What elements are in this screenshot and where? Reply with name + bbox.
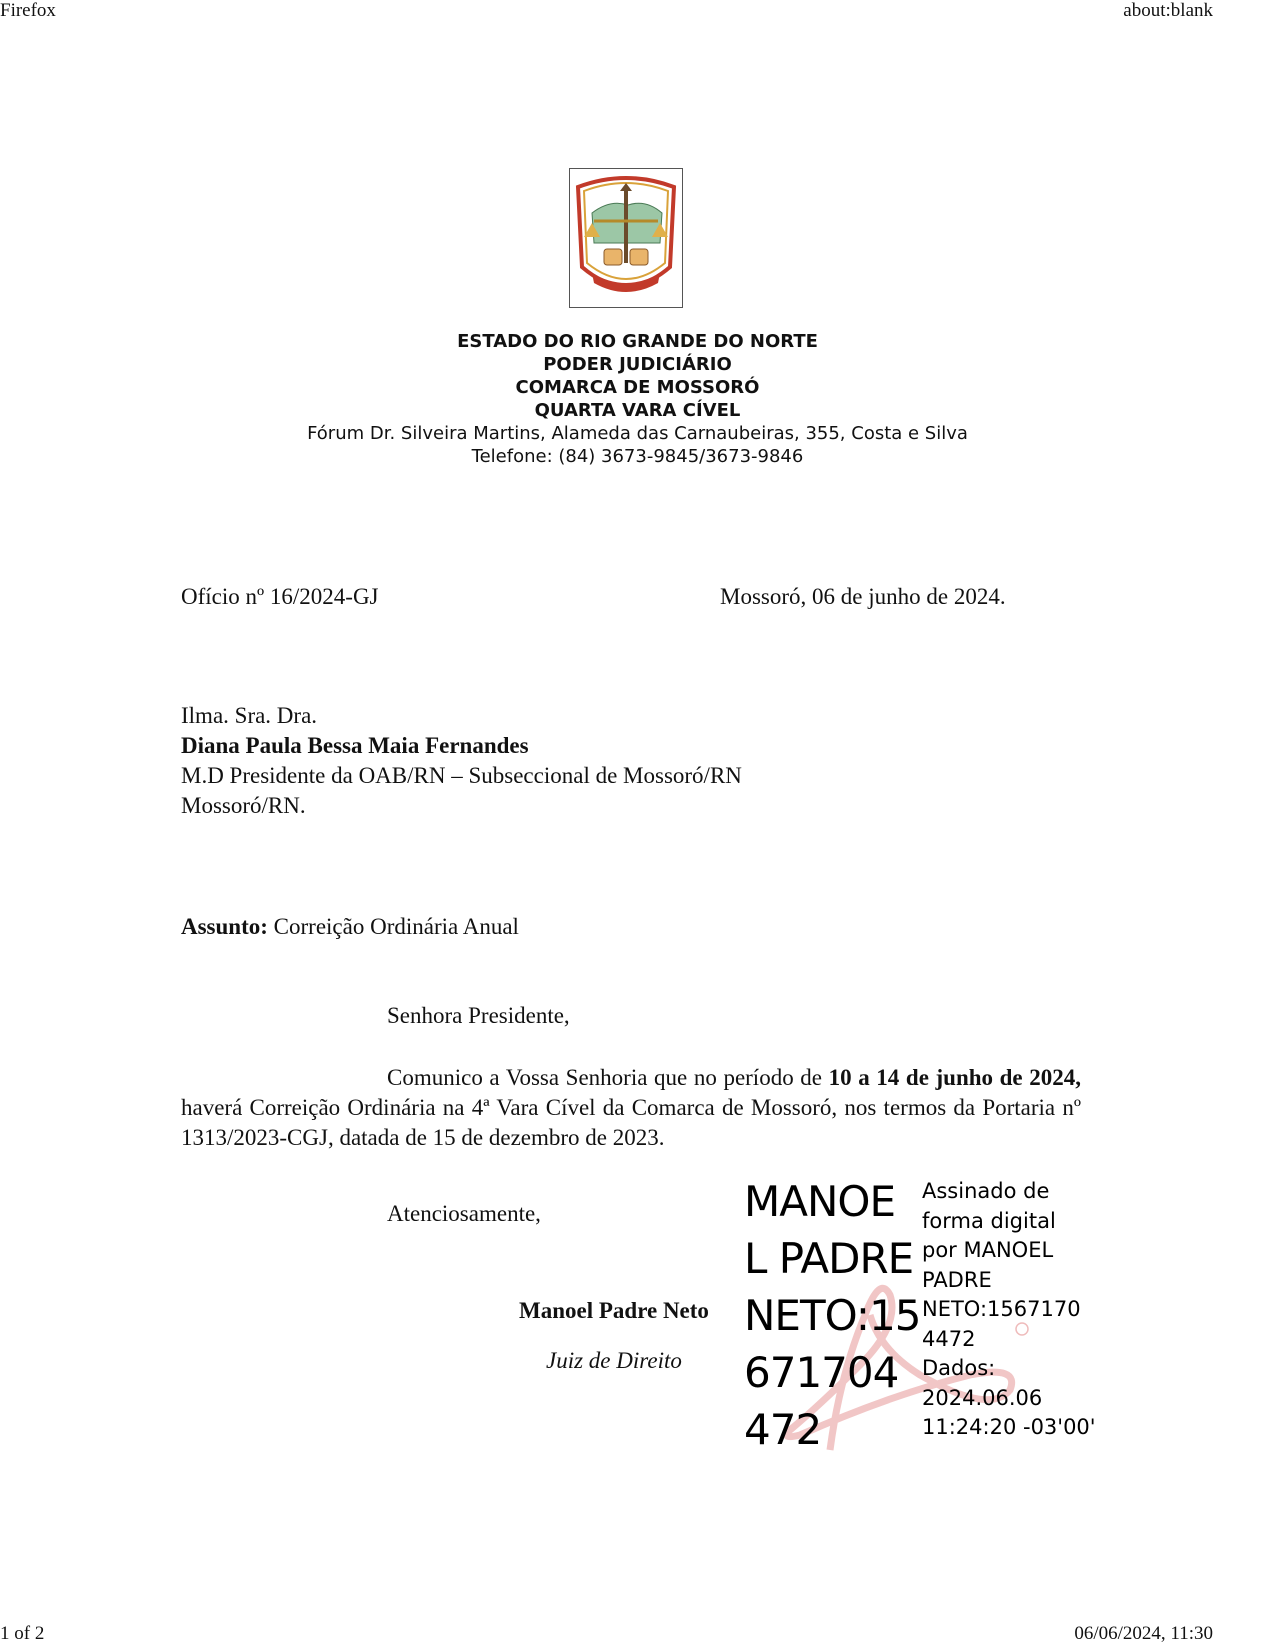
- body-part1: Comunico a Vossa Senhoria que no período de: [387, 1065, 829, 1090]
- letterhead-address: Fórum Dr. Silveira Martins, Alameda das Carnaubeiras, 355, Costa e Silva: [307, 423, 968, 444]
- digital-signature: [740, 1165, 1100, 1465]
- recipient-name: Diana Paula Bessa Maia Fernandes: [181, 733, 529, 758]
- letter-closing: Atenciosamente,: [387, 1201, 541, 1226]
- letter-greeting: Senhora Presidente,: [387, 1003, 570, 1028]
- sig-name-line-4: 671704: [744, 1348, 899, 1397]
- sig-name-line-2: L PADRE: [744, 1234, 914, 1283]
- sig-detail-5: NETO:1567170: [922, 1297, 1081, 1321]
- letter-place-date: Mossoró, 06 de junho de 2024.: [720, 584, 1006, 609]
- recipient-city: Mossoró/RN.: [181, 793, 306, 818]
- letterhead-court: QUARTA VARA CÍVEL: [534, 400, 741, 421]
- sig-detail-3: por MANOEL: [922, 1238, 1054, 1262]
- letterhead-state: ESTADO DO RIO GRANDE DO NORTE: [457, 331, 818, 352]
- letterhead-district: COMARCA DE MOSSORÓ: [515, 377, 760, 398]
- letterhead-phone: Telefone: (84) 3673-9845/3673-9846: [471, 446, 804, 467]
- sig-detail-4: PADRE: [922, 1267, 992, 1292]
- subject-text: Correição Ordinária Anual: [273, 914, 519, 939]
- signer-name: Manoel Padre Neto: [519, 1298, 709, 1323]
- sig-detail-8: 2024.06.06: [922, 1385, 1043, 1410]
- sig-name-line-3: NETO:15: [744, 1291, 921, 1340]
- signer-title: Juiz de Direito: [546, 1348, 682, 1373]
- browser-url: about:blank: [1123, 0, 1213, 21]
- letter-subject: [181, 914, 519, 940]
- sig-name-line-5: 472: [744, 1405, 822, 1454]
- letter-reference: Ofício nº 16/2024-GJ: [181, 584, 379, 609]
- letter-body: [181, 1063, 1081, 1153]
- court-coat-of-arms-icon: [570, 169, 682, 307]
- sig-detail-6: 4472: [922, 1326, 976, 1351]
- browser-app-name: Firefox: [0, 0, 56, 21]
- subject-label: Assunto:: [181, 914, 268, 939]
- body-bold-dates: 10 a 14 de junho de 2024,: [828, 1065, 1081, 1090]
- letterhead-judiciary: PODER JUDICIÁRIO: [543, 354, 732, 375]
- sig-detail-2: forma digital: [922, 1208, 1056, 1233]
- recipient-salutation: Ilma. Sra. Dra.: [181, 703, 318, 728]
- sig-detail-7: Dados:: [922, 1356, 996, 1380]
- page-counter: 1 of 2: [0, 1623, 45, 1644]
- court-emblem: [569, 168, 683, 308]
- sig-detail-1: Assinado de: [922, 1179, 1050, 1203]
- print-datetime: 06/06/2024, 11:30: [1074, 1623, 1213, 1644]
- sig-name-line-1: MANOE: [744, 1177, 895, 1226]
- recipient-role: M.D Presidente da OAB/RN – Subseccional de Mossoró/RN: [181, 763, 742, 788]
- body-part2: haverá Correição Ordinária na 4ª Vara Cível da Comarca de Mossoró, nos termos da Portaria nº 1313/2023-CGJ, datada de 15 de dezembro de 2023.: [181, 1095, 1081, 1150]
- sig-detail-9: 11:24:20 -03'00': [922, 1415, 1096, 1439]
